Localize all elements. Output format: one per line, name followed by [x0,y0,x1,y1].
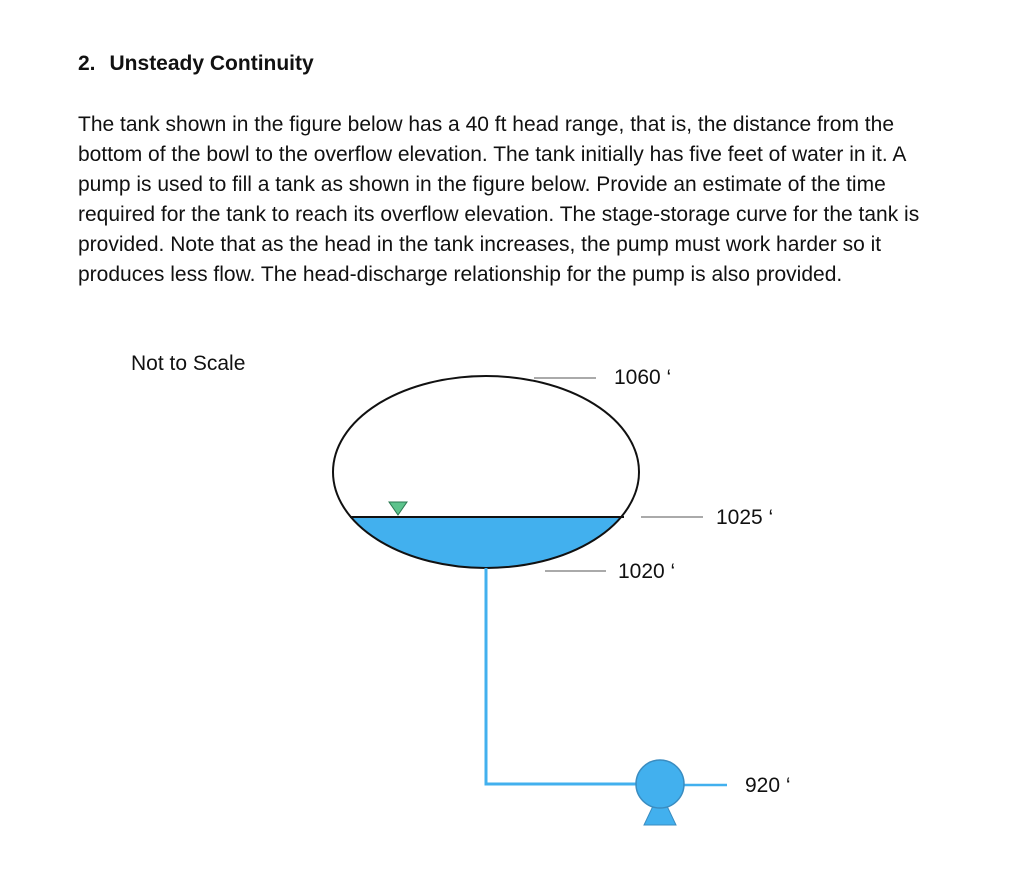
water-surface-triangle-icon [389,502,407,515]
pump-icon [636,760,684,808]
water-fill [333,376,639,568]
pipe [486,568,636,784]
elevation-label-pump: 920 ‘ [745,774,791,797]
problem-number: 2. [78,52,96,75]
pump-base-icon [644,806,676,825]
elevation-label-water-surface: 1025 ‘ [716,506,774,529]
problem-statement: The tank shown in the figure below has a 40 ft head range, that is, the distance from the bottom of the bowl to the overflow elevation. The tank initially has five feet of water in it. A pump is used to fill a tank as shown in the figure below. Provide an estimate of the time required for the tank to reach its overflow elevation. The stage-storage curve for the tank is provided. Note that as the head in the tank increases, the pump must work harder so it produces less flow. The head-discharge relationship for the pump is also provided. [78,113,920,286]
elevation-label-tank-top: 1060 ‘ [614,366,672,389]
scale-note: Not to Scale [131,352,246,375]
elevation-label-tank-bottom: 1020 ‘ [618,560,676,583]
problem-title: Unsteady Continuity [109,52,314,75]
